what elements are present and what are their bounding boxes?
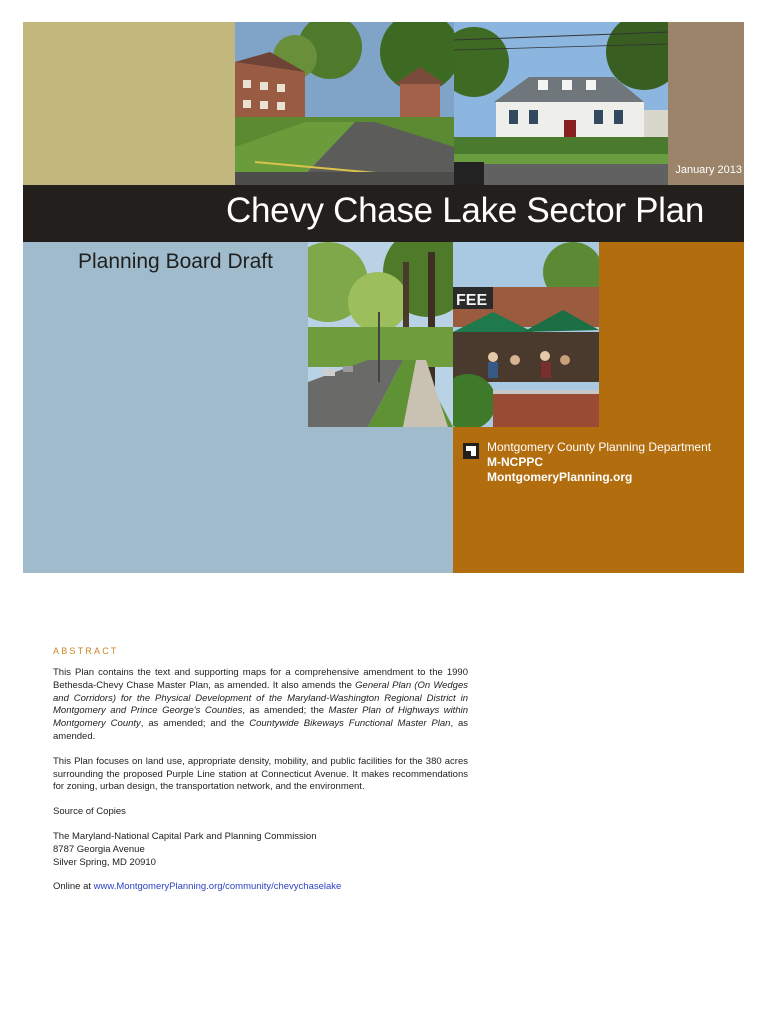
abstract-text: , as amended. bbox=[53, 718, 468, 742]
photo-apartment-street bbox=[235, 22, 454, 185]
highways-plan-title: Master Plan of Highways within Montgomery County bbox=[53, 705, 468, 730]
olive-color-block bbox=[23, 22, 235, 185]
agency-name: M-NCPPC bbox=[487, 455, 543, 469]
mncppc-logo-icon bbox=[463, 443, 479, 459]
department-name: Montgomery County Planning Department bbox=[487, 440, 712, 454]
abstract-text: This Plan contains the text and supporting maps for a comprehensive amendment to the 1990 Bethesda-Chevy Chase Master Plan, as amended. It also amends the bbox=[53, 667, 468, 691]
photo-tree-lined-street bbox=[308, 242, 453, 427]
bikeways-plan-title: Countywide Bikeways Functional Master Plan bbox=[249, 718, 451, 730]
source-of-copies-heading: Source of Copies bbox=[53, 806, 126, 818]
document-subtitle: Planning Board Draft bbox=[78, 250, 273, 273]
abstract-paragraph-1 bbox=[53, 667, 468, 744]
title-bar bbox=[23, 185, 744, 242]
general-plan-title: General Plan (On Wedges and Corridors) for the Physical Development of the Maryland-Washington Regional District in Montgomery and Prince George's Counties bbox=[53, 679, 468, 717]
online-url-link[interactable]: www.MontgomeryPlanning.org/community/chevychaselake bbox=[93, 881, 342, 893]
abstract-paragraph-2: This Plan focuses on land use, appropriate density, mobility, and public facilities for the 380 acres surrounding the proposed Purple Line station at Connecticut Avenue. It makes recommendations for zoning, urban design, the transportation network, and the environment. bbox=[53, 755, 468, 793]
address-organization: The Maryland-National Capital Park and Planning Commission bbox=[53, 830, 317, 842]
address-city: Silver Spring, MD 20910 bbox=[53, 856, 156, 868]
taupe-color-block bbox=[668, 22, 744, 185]
cover bbox=[23, 22, 744, 573]
publication-date: January 2013 bbox=[675, 164, 742, 176]
department-website: MontgomeryPlanning.org bbox=[487, 470, 633, 484]
department-block bbox=[487, 440, 711, 485]
photo-colonial-house bbox=[454, 22, 668, 185]
abstract-text: , as amended; the bbox=[242, 705, 329, 717]
address-street: 8787 Georgia Avenue bbox=[53, 843, 145, 855]
abstract-text: , as amended; and the bbox=[140, 718, 250, 730]
online-prefix: Online at bbox=[53, 881, 94, 893]
photo-cafe-patio bbox=[453, 242, 599, 427]
document-title: Chevy Chase Lake Sector Plan bbox=[226, 191, 704, 230]
online-line bbox=[53, 881, 468, 894]
cafe-sign-text: FEE bbox=[456, 292, 488, 309]
abstract-heading: ABSTRACT bbox=[53, 646, 119, 656]
abstract-section bbox=[53, 646, 468, 894]
